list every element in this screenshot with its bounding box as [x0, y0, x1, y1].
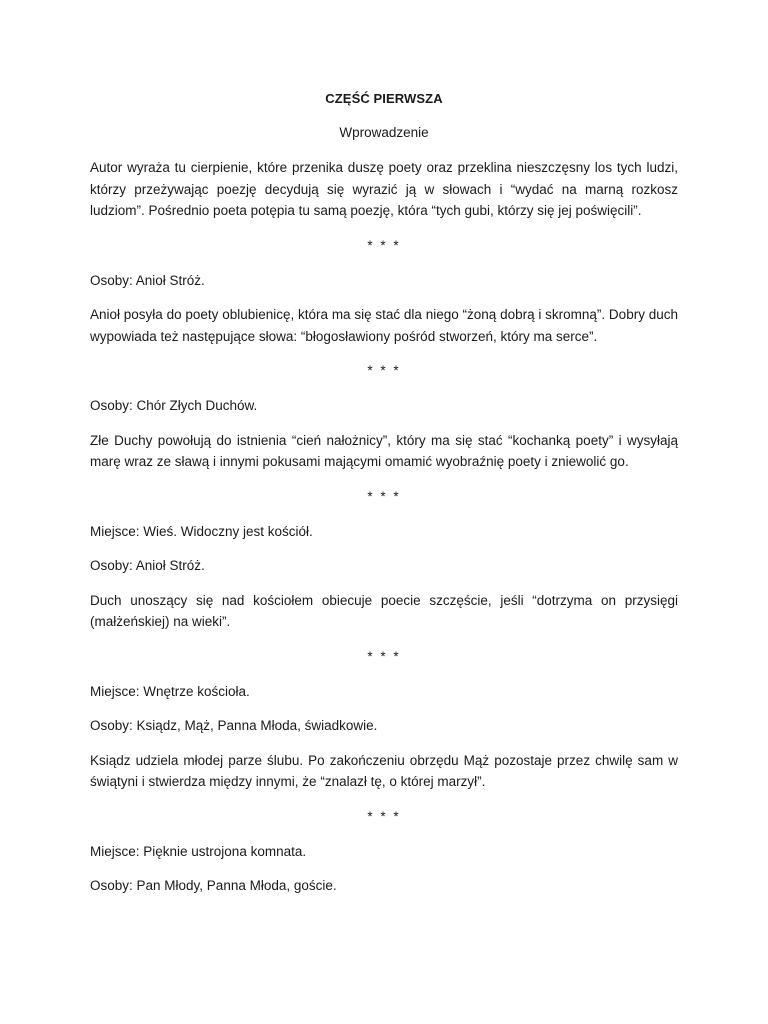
paragraph-persons: Osoby: Ksiądz, Mąż, Panna Młoda, świadkowie. [90, 718, 378, 733]
section-separator: * * * [367, 237, 401, 253]
section-separator: * * * [367, 648, 401, 664]
paragraph: Anioł posyła do poety oblubienicę, która ma się stać dla niego “żoną dobrą i skromną”. Dobry duch wypowiada też następujące słowa: “błogosławiony pośród stworzeń, który ma serce”. [90, 307, 678, 344]
section-separator: * * * [367, 488, 401, 504]
section-separator: * * * [367, 363, 401, 378]
section-subtitle: Wprowadzenie [339, 125, 429, 140]
paragraph-place: Miejsce: Wnętrze kościoła. [90, 683, 250, 699]
paragraph: Duch unoszący się nad kościołem obiecuje poecie szczęście, jeśli “dotrzyma on przysięgi (małżeńskiej) na wieki”. [90, 592, 678, 629]
paragraph-persons: Osoby: Pan Młody, Panna Młoda, goście. [90, 878, 337, 893]
paragraph: Złe Duchy powołują do istnienia “cień nałożnicy”, który ma się stać “kochanką poety” i wysyłają marę wraz ze sławą i innymi pokusami mającymi omamić wyobraźnię poety i zniewolić go. [90, 432, 678, 469]
paragraph-place: Miejsce: Wieś. Widoczny jest kościół. [90, 523, 313, 539]
page-title: CZĘŚĆ PIERWSZA [325, 91, 443, 106]
paragraph-persons: Osoby: Chór Złych Duchów. [90, 398, 258, 413]
paragraph-place: Miejsce: Pięknie ustrojona komnata. [90, 843, 307, 859]
paragraph-intro: Autor wyraża tu cierpienie, które przenika duszę poety oraz przeklina nieszczęsny los tych ludzi, którzy przeżywając poezję decydują się wyrazić ją w słowach i “wydać na marną rozkosz ludziom”. Pośrednio poeta potępia tu samą poezję, która “tych gubi, którzy się jej poświęcili”. [90, 160, 678, 218]
section-separator: * * * [367, 808, 401, 824]
paragraph: Ksiądz udziela młodej parze ślubu. Po zakończeniu obrzędu Mąż pozostaje przez chwilę sam w świątyni i stwierdza między innymi, że “znalazł tę, o której marzył”. [90, 752, 678, 789]
paragraph-persons: Osoby: Anioł Stróż. [90, 272, 205, 288]
paragraph-persons: Osoby: Anioł Stróż. [90, 558, 205, 573]
